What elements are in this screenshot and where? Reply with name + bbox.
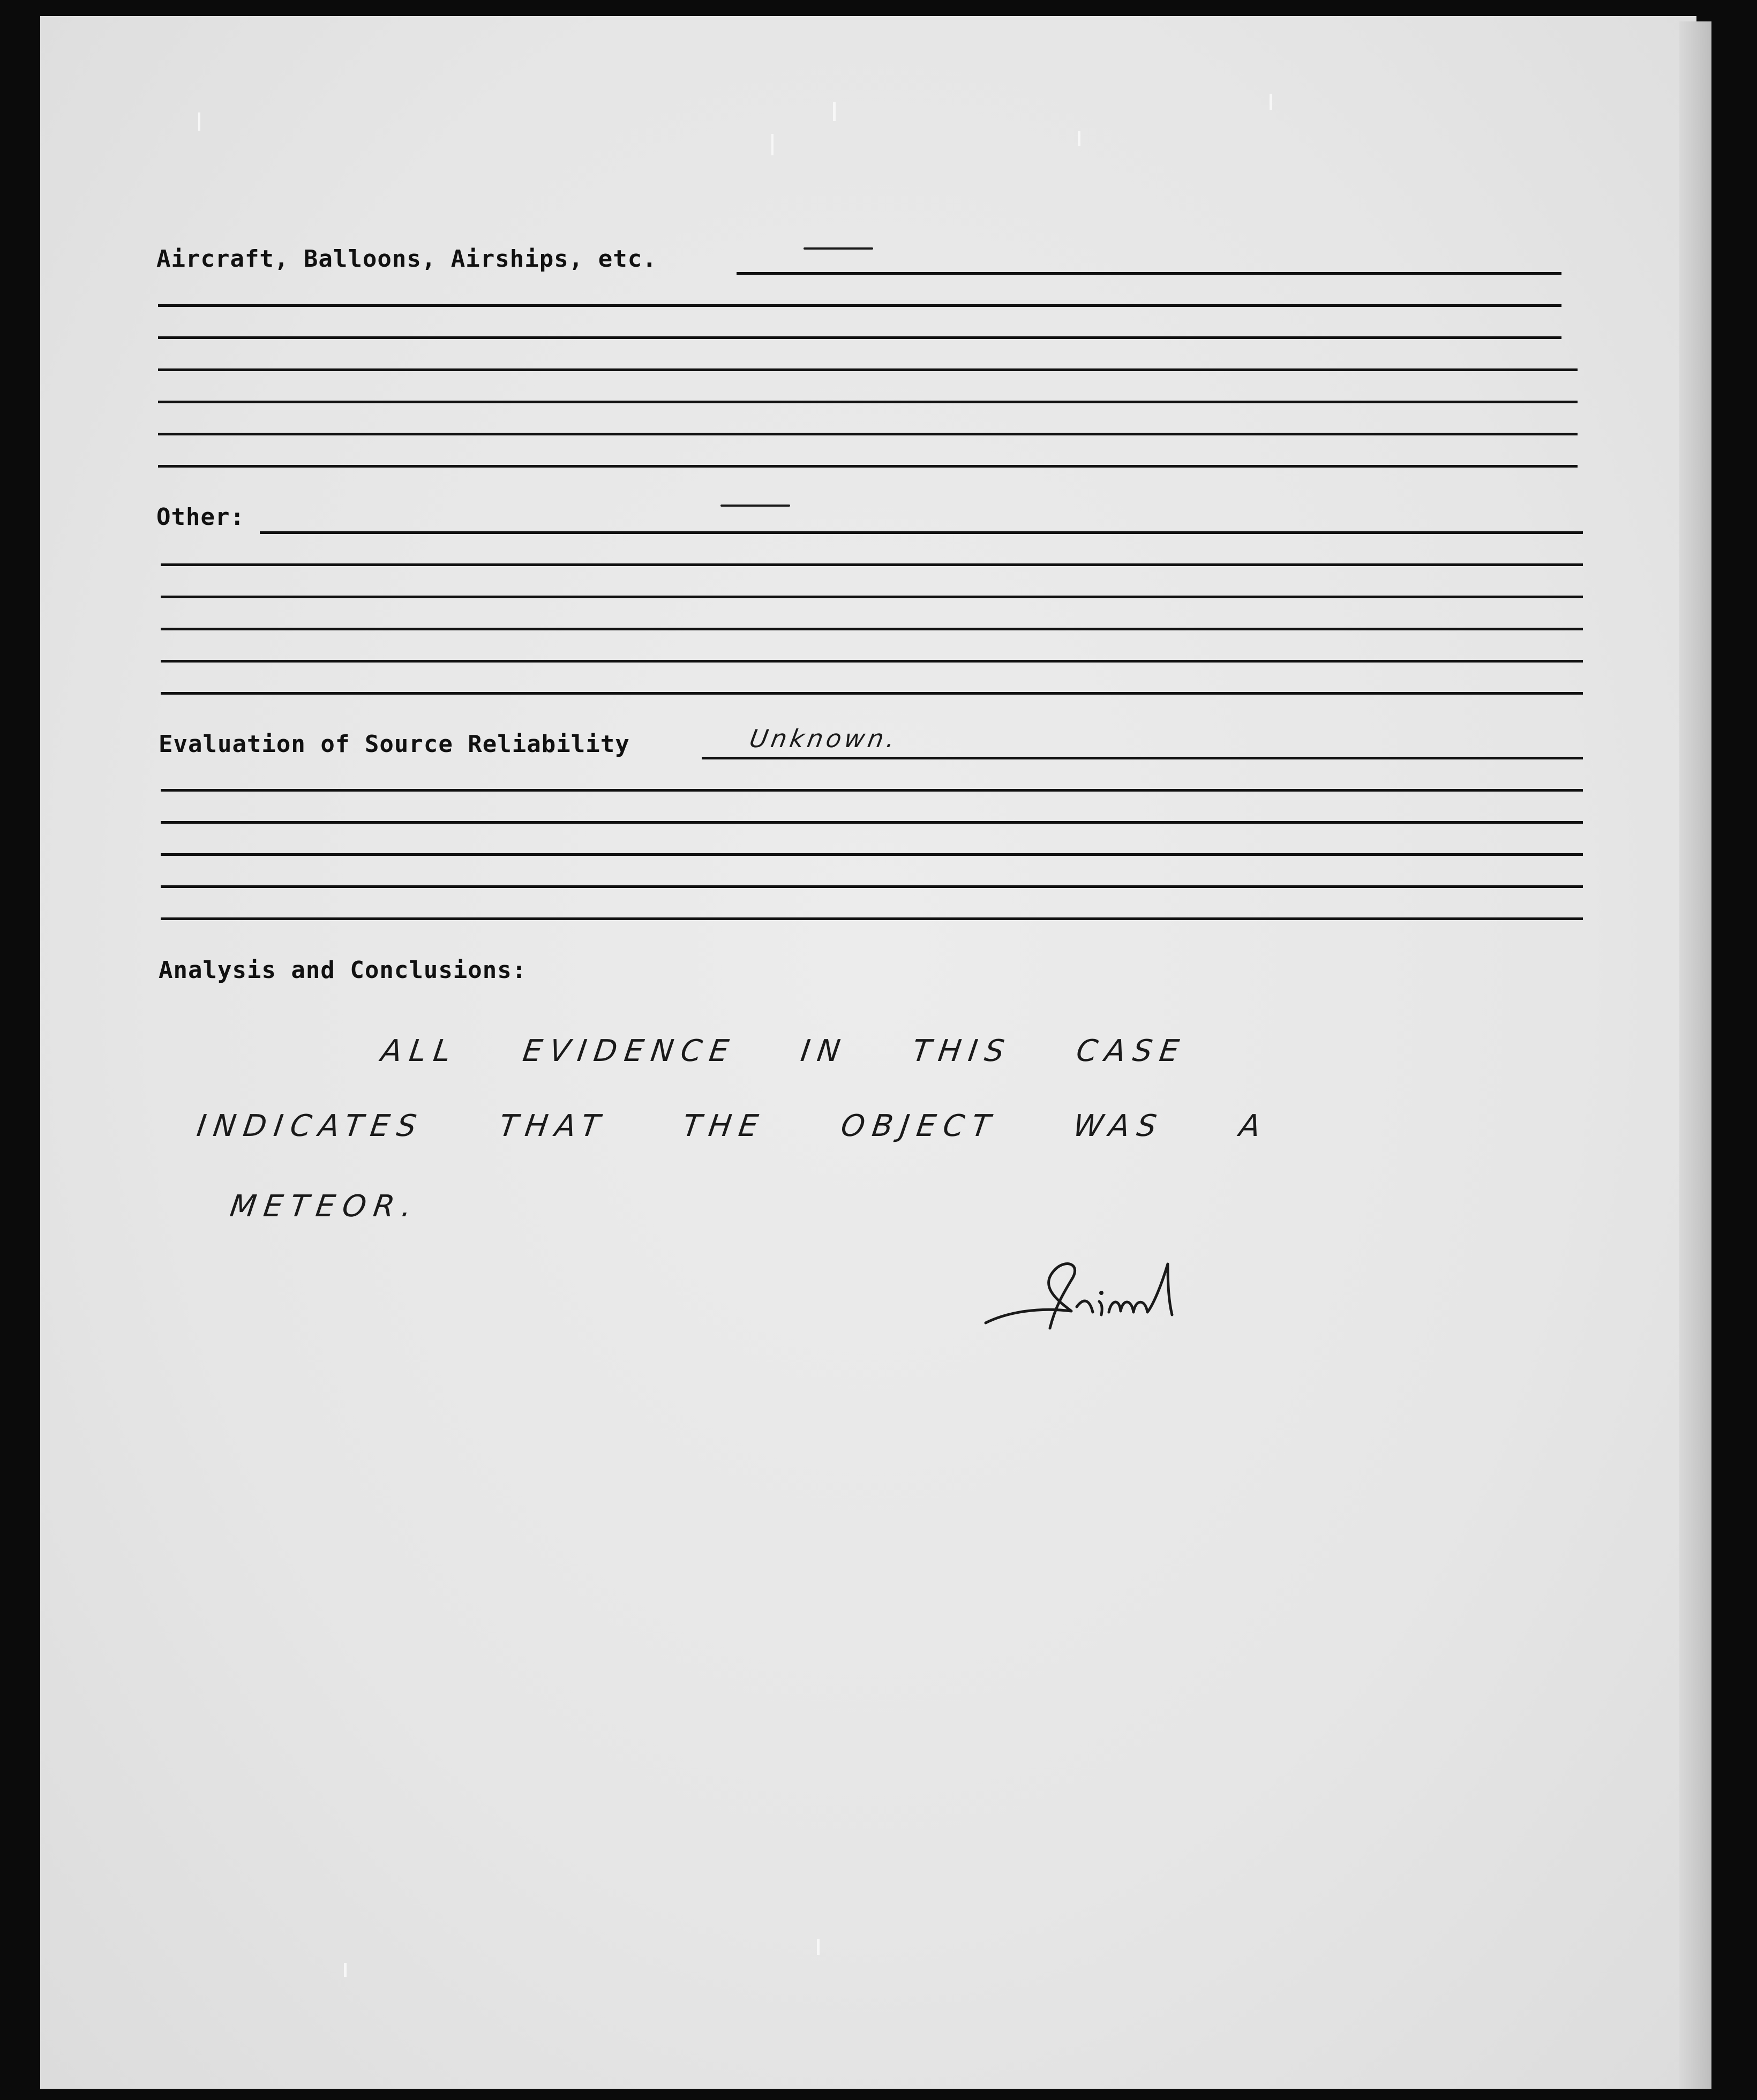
- aircraft-line-3: [158, 336, 1561, 339]
- other-line-2: [161, 563, 1583, 566]
- reliability-line-2: [161, 789, 1583, 792]
- aircraft-line-6: [158, 433, 1578, 435]
- aircraft-dash-mark: [804, 247, 873, 250]
- handwritten-signature: [975, 1248, 1221, 1344]
- other-line-1: [260, 531, 1583, 534]
- scratch-mark: [1270, 94, 1272, 110]
- scratch-mark: [198, 112, 200, 131]
- reliability-line-4: [161, 853, 1583, 856]
- reliability-line-1: [702, 757, 1583, 759]
- reliability-line-5: [161, 885, 1583, 888]
- aircraft-line-1: [737, 272, 1561, 275]
- scratch-mark: [833, 102, 836, 121]
- scratch-mark: [817, 1939, 820, 1955]
- aircraft-line-2: [158, 304, 1561, 307]
- other-label: Other:: [156, 503, 245, 531]
- aircraft-line-5: [158, 401, 1578, 403]
- scratch-mark: [771, 134, 774, 155]
- analysis-handwritten-line-2: INDICATES THAT THE OBJECT WAS A: [194, 1109, 1271, 1143]
- aircraft-line-7: [158, 465, 1578, 468]
- other-line-5: [161, 660, 1583, 663]
- source-reliability-value: Unknown.: [747, 724, 900, 753]
- source-reliability-label: Evaluation of Source Reliability: [159, 731, 630, 758]
- aircraft-label: Aircraft, Balloons, Airships, etc.: [156, 245, 657, 273]
- other-dash-mark: [720, 505, 790, 507]
- paper-edge-shadow: [1679, 21, 1711, 2089]
- reliability-line-6: [161, 917, 1583, 920]
- analysis-handwritten-line-3: METEOR.: [228, 1189, 422, 1224]
- analysis-label: Analysis and Conclusions:: [159, 957, 527, 984]
- reliability-line-3: [161, 821, 1583, 824]
- aircraft-line-4: [158, 368, 1578, 371]
- analysis-handwritten-line-1: ALL EVIDENCE IN THIS CASE: [379, 1034, 1189, 1068]
- other-line-6: [161, 692, 1583, 695]
- scratch-mark: [1078, 131, 1080, 146]
- scratch-mark: [344, 1963, 347, 1977]
- other-line-3: [161, 596, 1583, 598]
- other-line-4: [161, 628, 1583, 630]
